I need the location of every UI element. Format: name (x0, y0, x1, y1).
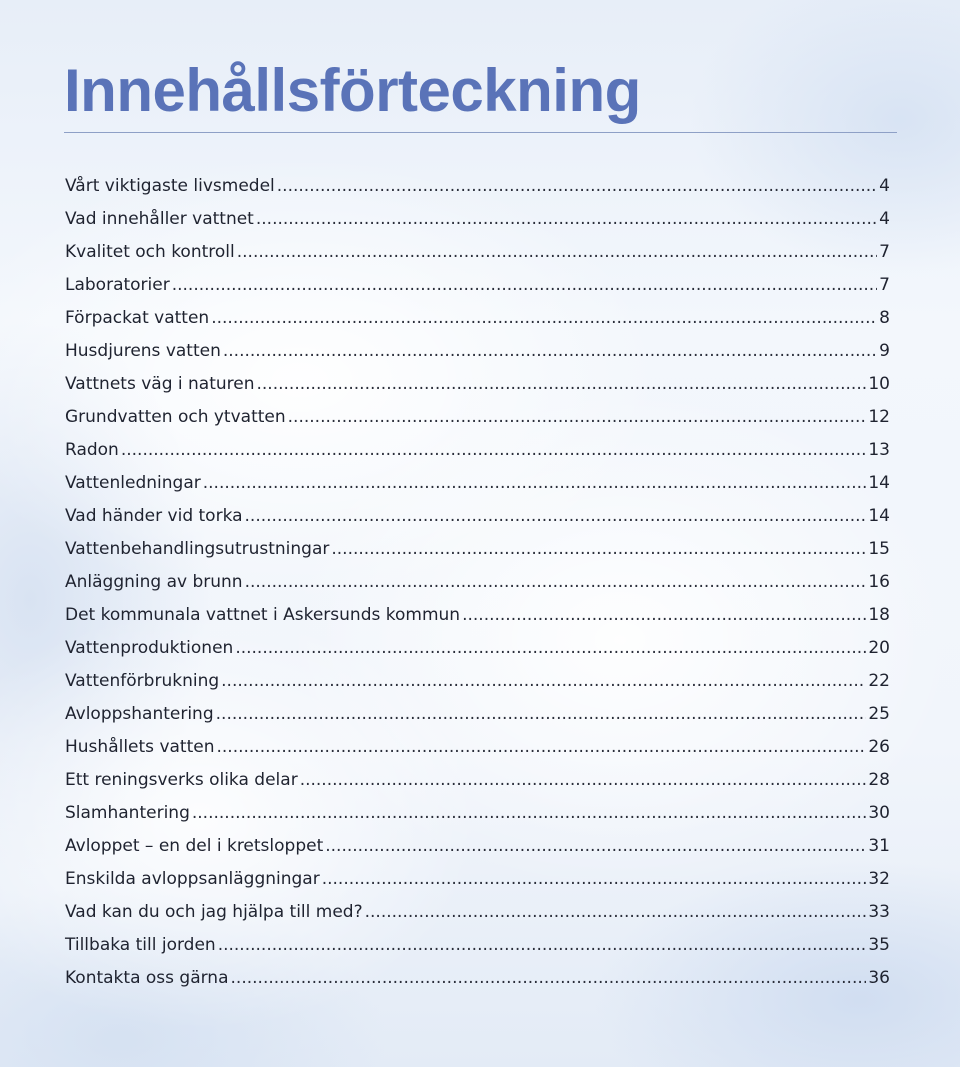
toc-entry (65, 473, 890, 506)
toc-entry-label: Vårt viktigaste livsmedel (65, 176, 275, 196)
toc-dot-leader (216, 704, 867, 724)
toc-entry-label: Kvalitet och kontroll (65, 242, 235, 262)
toc-entry-label: Förpackat vatten (65, 308, 210, 328)
toc-entry-page: 14 (868, 473, 890, 493)
toc-entry-label: Vad innehåller vattnet (65, 209, 254, 229)
toc-entry-page: 31 (868, 836, 890, 856)
toc-entry-page: 10 (868, 374, 890, 394)
toc-entry-page: 15 (868, 539, 890, 559)
toc-entry-page: 33 (868, 902, 890, 922)
toc-entry-page: 7 (879, 275, 890, 295)
toc-entry-page: 25 (868, 704, 890, 724)
toc-entry (65, 770, 890, 803)
toc-entry (65, 209, 890, 242)
toc-entry-page: 9 (879, 341, 890, 361)
title-divider (64, 132, 897, 133)
toc-dot-leader (235, 638, 866, 658)
toc-entry-page: 28 (868, 770, 890, 790)
toc-dot-leader (256, 209, 877, 229)
toc-entry-label: Vattenproduktionen (65, 638, 234, 658)
toc-dot-leader (365, 902, 867, 922)
toc-entry-label: Enskilda avloppsanläggningar (65, 869, 320, 889)
toc-dot-leader (245, 506, 867, 526)
toc-entry-page: 13 (868, 440, 890, 460)
toc-entry-label: Kontakta oss gärna (65, 968, 229, 988)
toc-entry (65, 902, 890, 935)
toc-entry-page: 20 (868, 638, 890, 658)
toc-entry (65, 968, 890, 1001)
toc-entry-page: 7 (879, 242, 890, 262)
toc-entry-page: 4 (879, 176, 890, 196)
toc-entry-label: Hushållets vatten (65, 737, 215, 757)
toc-entry-page: 32 (868, 869, 890, 889)
toc-entry (65, 935, 890, 968)
toc-entry-page: 35 (868, 935, 890, 955)
toc-entry (65, 242, 890, 275)
toc-dot-leader (325, 836, 866, 856)
toc-entry (65, 638, 890, 671)
toc-entry-page: 22 (868, 671, 890, 691)
toc-entry-label: Vattenbehandlingsutrustningar (65, 539, 330, 559)
toc-dot-leader (216, 737, 866, 757)
toc-entry (65, 869, 890, 902)
toc-entry-label: Tillbaka till jorden (65, 935, 216, 955)
toc-entry-label: Ett reningsverks olika delar (65, 770, 298, 790)
toc-dot-leader (237, 242, 877, 262)
toc-dot-leader (211, 308, 877, 328)
toc-entry-label: Grundvatten och ytvatten (65, 407, 286, 427)
toc-entry-label: Slamhantering (65, 803, 190, 823)
toc-entry-page: 8 (879, 308, 890, 328)
toc-entry (65, 539, 890, 572)
toc-dot-leader (203, 473, 867, 493)
toc-entry-label: Avloppshantering (65, 704, 214, 724)
toc-entry (65, 704, 890, 737)
toc-dot-leader (231, 968, 867, 988)
toc-dot-leader (462, 605, 866, 625)
toc-dot-leader (257, 374, 867, 394)
toc-entry (65, 737, 890, 770)
toc-entry-label: Vattnets väg i naturen (65, 374, 255, 394)
toc-dot-leader (192, 803, 866, 823)
toc-entry-label: Laboratorier (65, 275, 170, 295)
toc-entry-page: 18 (868, 605, 890, 625)
toc-dot-leader (288, 407, 867, 427)
toc-entry-label: Radon (65, 440, 119, 460)
toc-entry-label: Vattenförbrukning (65, 671, 220, 691)
toc-dot-leader (245, 572, 867, 592)
toc-entry (65, 275, 890, 308)
toc-entry-page: 14 (868, 506, 890, 526)
toc-dot-leader (322, 869, 867, 889)
toc-entry-page: 26 (868, 737, 890, 757)
toc-entry-page: 16 (868, 572, 890, 592)
toc-entry-label: Anläggning av brunn (65, 572, 243, 592)
toc-entry-label: Vattenledningar (65, 473, 201, 493)
toc-entry-page: 4 (879, 209, 890, 229)
toc-entry-label: Avloppet – en del i kretsloppet (65, 836, 324, 856)
toc-entry-label: Vad kan du och jag hjälpa till med? (65, 902, 363, 922)
toc-entry (65, 836, 890, 869)
toc-entry (65, 176, 890, 209)
toc-entry (65, 308, 890, 341)
toc-entry (65, 572, 890, 605)
toc-dot-leader (223, 341, 877, 361)
toc-entry (65, 341, 890, 374)
toc-entry (65, 605, 890, 638)
page-title: Innehållsförteckning (64, 57, 641, 124)
toc-dot-leader (331, 539, 866, 559)
toc-entry-label: Husdjurens vatten (65, 341, 221, 361)
toc-entry-page: 12 (868, 407, 890, 427)
toc-entry-label: Det kommunala vattnet i Askersunds kommun (65, 605, 461, 625)
toc-entry (65, 671, 890, 704)
table-of-contents (65, 176, 890, 1001)
toc-dot-leader (221, 671, 866, 691)
toc-dot-leader (172, 275, 877, 295)
toc-entry (65, 803, 890, 836)
toc-dot-leader (300, 770, 867, 790)
toc-entry-label: Vad händer vid torka (65, 506, 243, 526)
toc-dot-leader (218, 935, 867, 955)
toc-entry (65, 506, 890, 539)
toc-entry-page: 30 (868, 803, 890, 823)
toc-entry-page: 36 (868, 968, 890, 988)
toc-entry (65, 440, 890, 473)
toc-dot-leader (121, 440, 867, 460)
toc-dot-leader (277, 176, 877, 196)
toc-entry (65, 407, 890, 440)
toc-entry (65, 374, 890, 407)
